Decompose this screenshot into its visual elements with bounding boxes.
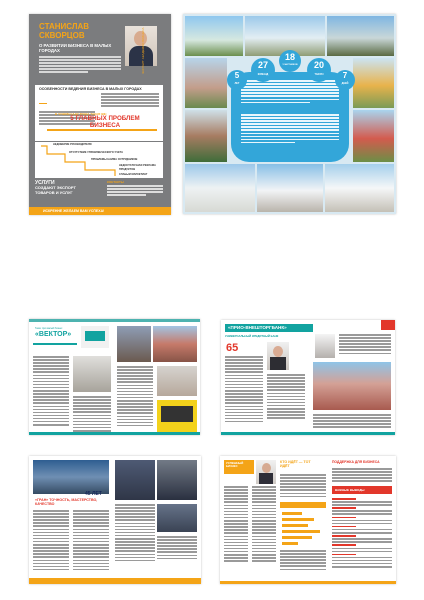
bank-big-number: 65 [226,342,239,354]
page-bank-article [221,320,395,435]
gran-worker-photo [157,460,197,500]
bank-col-1 [225,356,263,424]
photo-bottom-mid [257,164,323,212]
gran-col-4 [157,536,197,561]
bank-building-photo [313,362,391,410]
bank-col-2 [267,374,305,420]
vector-yellow-ad [157,400,197,432]
p6-col-4 [280,550,326,572]
p6-right-sub-box [332,486,392,494]
contacts-block [107,180,163,206]
vector-logo [81,326,109,348]
p6-col-5 [332,468,392,483]
vector-col-2 [73,396,111,433]
page-festival-collage [183,14,396,214]
services-title: УСЛУГИ [35,180,55,186]
stat-value-2: 27 [257,60,268,70]
vector-header-box [33,326,77,352]
gran-col-1 [33,510,69,572]
stat-circle-3 [279,50,301,72]
vector-tag: Тема: про малый бизнес [35,327,63,330]
problem-5: СЛАБЫЙ МАРКЕТИНГ [119,173,148,176]
expert-side-label: ЭКСПЕРТ АКАДЕМИИ БИЗНЕСА [141,27,145,74]
p6-left-title: УСПЕШНЫЙ БИЗНЕС [226,461,244,469]
page-business-support [220,456,396,584]
expert-name: СТАНИСЛАВ СКВОРЦОВ [39,22,90,40]
page-gran-article [29,456,201,584]
stat-circle-4 [307,58,331,82]
footer-bar [29,207,171,215]
bank-header-bar [225,324,313,332]
bank-title: «ПРИО-ВНЕШТОРГБАНК» [228,325,287,330]
p6-right-sub: ВАЖНЫЕ ВЫВОДЫ [335,488,365,492]
stat-circle-5 [335,70,355,90]
page-vector-article [29,319,200,435]
photo-mid-left [185,58,227,108]
problems-list [35,142,163,178]
article-subtitle: О РАЗВИТИИ БИЗНЕСА В МАЛЫХ ГОРОДАХ [39,43,112,53]
stat-circle-2 [251,58,275,82]
services-body: СОЗДАЮТ ЭКСПОРТ ТОВАРОВ И УСЛУГ [35,185,76,195]
p6-left-title-box [224,460,254,474]
vector-col-3 [117,366,153,428]
p6-col-3 [280,474,326,499]
contacts-label: КОНТАКТЫ [107,180,124,184]
photo-right-lower [353,110,394,162]
p6-orange-bar-graphic [280,502,326,546]
vector-title: «ВЕКТОР» [35,331,72,338]
stat-label-1: ЛЕТ [234,82,240,85]
gran-col-3 [115,504,155,563]
stat-label-4: ТЫСЯЧ [314,73,324,76]
gran-col-2 [73,510,109,572]
p6-col-2 [252,486,276,563]
photo-left-lower [185,110,227,162]
stat-value-1: 5 [234,71,240,80]
photo-mid-right [353,58,394,108]
bank-col-4 [313,414,391,429]
problem-2: ОТСУТСТВИЕ УПРАВЛЕНЧЕСКОГО УЧЁТА [69,151,123,154]
stat-value-3: 18 [284,52,295,62]
stat-value-4: 20 [313,60,324,70]
vector-office-photo [73,356,111,392]
bank-col-3 [339,334,391,356]
bank-subtitle: УНИВЕРСАЛЬНЫЙ КРЕДИТНЫЙ БАНК [225,334,279,338]
stat-label-3: УЧАСТНИКОВ [282,64,298,66]
photo-top-right [327,16,394,56]
p6-col-6 [332,498,392,569]
intro-text [39,56,121,75]
p6-right-title: ПОДДЕРЖКА ДЛЯ БИЗНЕСА [332,460,380,464]
services-block [35,180,95,206]
problem-4: НЕДОСТАТОЧНАЯ РЕКЛАМА ПРОДУКТОВ [119,164,156,171]
cloud-text-panel [231,72,349,162]
p6-mid-title: КТО ИДЁТ — ТОТ ИДЁТ [280,460,311,469]
vector-building-photo [153,326,197,362]
stat-circle-1 [227,70,247,90]
photo-top-left [185,16,243,56]
vector-monument-photo [117,326,151,362]
stat-value-5: 7 [342,71,348,80]
stat-label-2: КОМАНД [257,73,269,76]
problem-1: НЕДОВЕРИЕ РУКОВОДИТЕЛЯ [53,143,92,146]
p6-portrait [256,460,276,484]
stat-label-5: ДНЕЙ [341,82,349,85]
bank-portrait [267,342,289,370]
page-expert-interview [29,14,171,215]
vector-house-photo [157,366,197,396]
gran-badge: 45 ЛЕТ [85,491,102,497]
vector-col-1 [33,356,69,427]
photo-bottom-left [185,164,255,212]
p6-col-1 [224,486,248,563]
gran-workshop-photo [115,460,155,500]
problem-3: ПРОБЛЕМЫ НАЙМА СОТРУДНИКОВ [91,158,138,161]
gran-machine-photo [157,504,197,532]
gran-factory-photo [33,460,109,494]
gran-title: «ГРАН» ТОЧНОСТЬ, МАСТЕРСТВО, КАЧЕСТВО [35,498,98,507]
banner-small: В ЧУЖОМ САДУ ТРАВА ТАКАЯ ЖЕ: [55,112,107,116]
footer-text: ИСКРЕННЕ ЖЕЛАЕМ ВАМ УСПЕХА! [43,209,105,213]
bank-man-photo [315,334,335,358]
features-box [35,85,163,141]
features-heading: ОСОБЕННОСТИ ВЕДЕНИЯ БИЗНЕСА В МАЛЫХ ГОРОДАХ [39,87,142,91]
photo-bottom-right [325,164,394,212]
banner-big: 5 ГЛАВНЫХ ПРОБЛЕМ БИЗНЕСА [70,115,140,129]
